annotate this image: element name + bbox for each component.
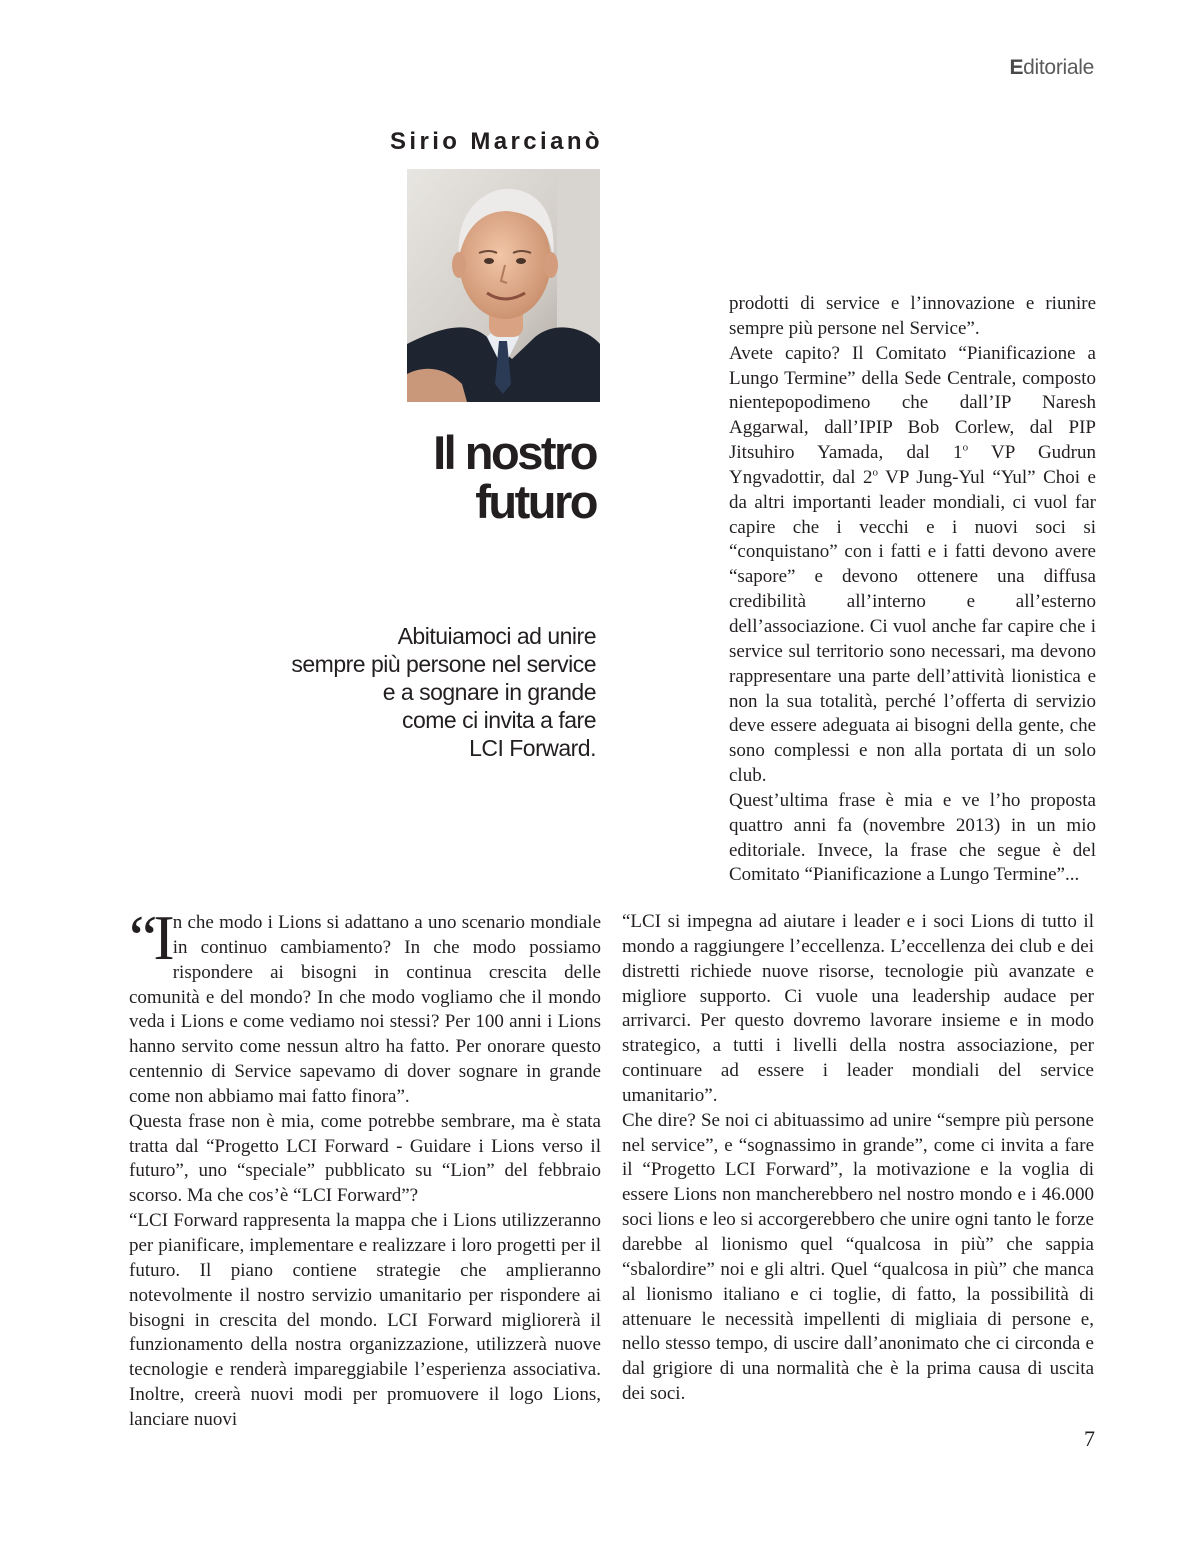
author-name: Sirio Marcianò: [390, 128, 603, 155]
body-column-right-top: [729, 292, 1096, 888]
page-number: 7: [1084, 1426, 1095, 1451]
body-column-left: [129, 902, 601, 1433]
article-headline: [433, 428, 596, 526]
drop-cap: “I: [129, 902, 171, 973]
body-paragraph: Questa frase non è mia, come potrebbe sembrare, ma è stata tratta dal “Progetto LCI Forward - Guidare i Lions verso il futuro”, uno “speciale” pubblicato su “Lion” del febbraio scorso. Ma che cos’è “LCI Forward”?: [129, 1110, 601, 1207]
text-run: VP Gudrun Yngvadottir, dal 2: [729, 442, 1096, 488]
headline-line-1: Il nostro: [433, 426, 596, 479]
body-paragraph: prodotti di service e l’innovazione e riunire sempre più persone nel Service”.: [729, 293, 1096, 339]
subtitle-line-4: come ci invita a fare: [401, 707, 596, 733]
article-subtitle: [291, 622, 596, 762]
body-paragraph: “LCI si impegna ad aiutare i leader e i soci Lions di tutto il mondo a raggiungere l’eccellenza. L’eccellenza dei club e dei distretti richiede nuove risorse, tecnologie più avanzate e migliore supporto. Ci vuole una leadership audace per arrivarci. Per questo dovremo lavorare insieme e in modo strategico, a tutti i livelli della nostra associazione, per continuare ad essere i leader mondiali del service umanitario”.: [622, 911, 1094, 1106]
subtitle-line-1: Abituiamoci ad unire: [397, 623, 596, 649]
section-label: [1009, 56, 1094, 80]
text-run: n che modo i Lions si adattano a uno scenario mondiale in continuo cambiamento? In che modo possiamo rispondere ai bisogni in continua crescita delle comunità e del mondo? In che modo vogliamo che il mondo veda i Lions e come vediamo noi stessi? Per 100 anni i Lions hanno servito come nessun altro ha fatto. Per onorare questo centennio di Service sapevamo di dover sognare in grande come non abbiamo mai fatto finora”.: [129, 912, 601, 1107]
text-run: Avete capito? Il Comitato “Pianificazione a Lungo Termine” della Sede Centrale, composto nientepopodimeno che dall’IP Naresh Aggarwal, dall’IPIP Bob Corlew, dal PIP Jitsuhiro Yamada, dal 1: [729, 342, 1096, 464]
body-paragraph: [129, 902, 601, 1110]
body-paragraph: [729, 342, 1096, 789]
subtitle-line-3: e a sognare in grande: [382, 679, 596, 705]
subtitle-line-5: LCI Forward.: [469, 735, 596, 761]
section-label-rest: ditoriale: [1023, 56, 1094, 79]
body-paragraph: “LCI Forward rappresenta la mappa che i Lions utilizzeranno per pianificare, implementare e realizzare i loro progetti per il futuro. Il piano contiene strategie che amplieranno notevolmente il nostro servizio umanitario per rispondere ai bisogni in crescita del mondo. LCI Forward migliorerà il funzionamento della nostra organizzazione, utilizzerà nuove tecnologie e renderà impareggiabile l’esperienza associativa. Inoltre, creerà nuovi modi per promuovere il logo Lions, lanciare nuovi: [129, 1210, 601, 1430]
ordinal-sup: o: [872, 466, 879, 479]
body-column-right-bottom: [622, 910, 1094, 1407]
section-label-initial: E: [1009, 56, 1024, 79]
subtitle-line-2: sempre più persone nel service: [291, 651, 596, 677]
author-portrait: [407, 169, 600, 402]
body-paragraph: Che dire? Se noi ci abituassimo ad unire “sempre più persone nel service”, e “sognassimo in grande”, come ci invita a fare il “Progetto LCI Forward”, la motivazione e la voglia di essere Lions non mancherebbero nel nostro mondo e i 46.000 soci lions e leo si accorgerebbero che unire ogni tanto le forze darebbe al lionismo quel “qualcosa in più” che sappia “sbalordire” noi e gli altri. Quel “qualcosa in più” che manca al lionismo italiano e ci toglie, di fatto, la possibilità di attenuare le necessità impellenti di migliaia di persone e, nello stesso tempo, di uscire dall’anonimato che ci circonda e dal grigiore di una normalità che è la prima causa di uscita dei soci.: [622, 1109, 1094, 1405]
ordinal-sup: o: [962, 441, 969, 454]
text-run: VP Jung-Yul “Yul” Choi e da altri importanti leader mondiali, ci vuol far capire che i vecchi e i nuovi soci si “conquistano” con i fatti e i fatti devono avere “sapore” e devono ottenere una diffusa credibilità all’interno e all’esterno dell’associazione. Ci vuol anche far capire che i service sul territorio sono necessari, ma devono rappresentare una parte dell’attività lionistica e non la sua totalità, perché l’offerta di servizio deve essere adeguata ai bisogni della gente, che sono complessi e non alla portata di un solo club.: [729, 466, 1096, 787]
headline-line-2: futuro: [475, 475, 596, 528]
body-paragraph: Quest’ultima frase è mia e ve l’ho proposta quattro anni fa (novembre 2013) in un mio editoriale. Invece, la frase che segue è del Comitato “Pianificazione a Lungo Termine”...: [729, 789, 1096, 886]
